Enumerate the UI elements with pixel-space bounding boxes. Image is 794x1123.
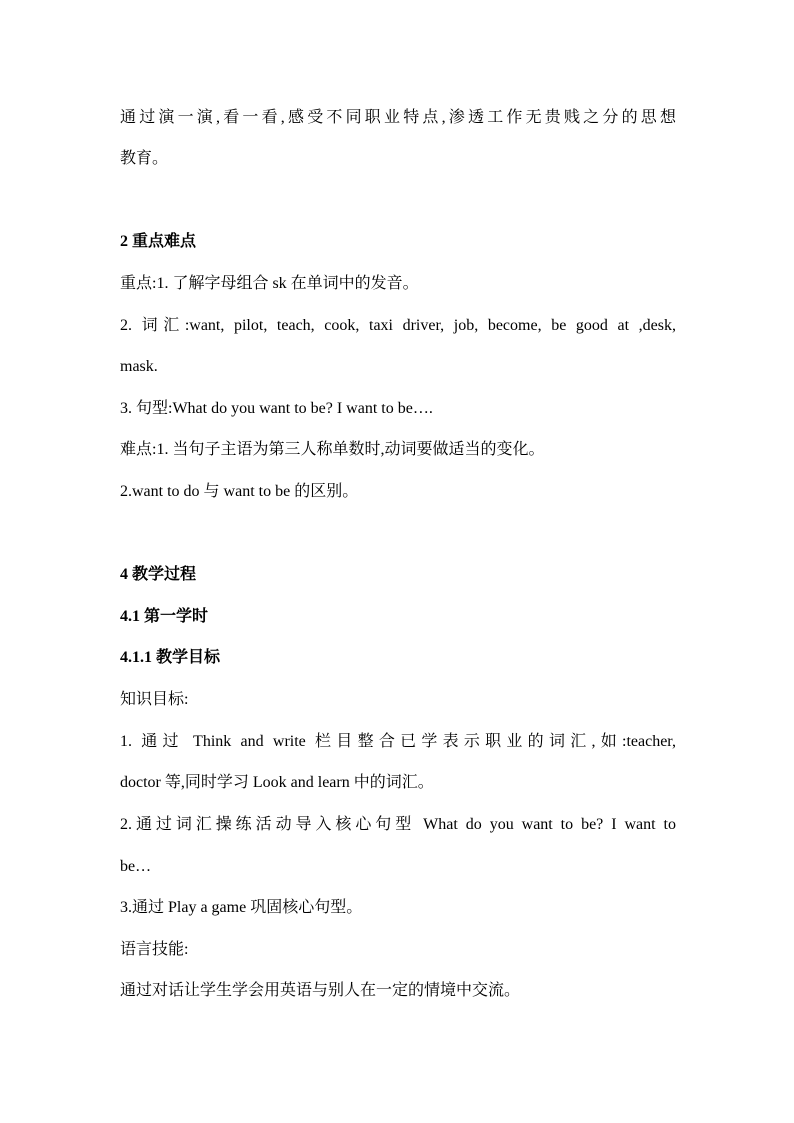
paragraph-line: 重点:1. 了解字母组合 sk 在单词中的发音。 <box>120 275 419 292</box>
paragraph-line: mask. <box>120 358 158 375</box>
paragraph-line: 2.通过词汇操练活动导入核心句型 What do you want to be? I want to <box>120 816 676 833</box>
paragraph-line: 知识目标: <box>120 691 189 708</box>
paragraph-line: 通过演一演,看一看,感受不同职业特点,渗透工作无贵贱之分的思想 <box>120 109 676 126</box>
section-heading: 2 重点难点 <box>120 233 197 250</box>
paragraph-line: be… <box>120 858 152 875</box>
paragraph-line: 1. 通过 Think and write 栏目整合已学表示职业的词汇,如:teacher, <box>120 733 676 750</box>
paragraph-line: 3.通过 Play a game 巩固核心句型。 <box>120 899 363 916</box>
section-heading: 4 教学过程 <box>120 566 197 583</box>
paragraph-line: doctor 等,同时学习 Look and learn 中的词汇。 <box>120 774 434 791</box>
subsection-heading: 4.1 第一学时 <box>120 608 209 625</box>
paragraph-line: 通过对话让学生学会用英语与别人在一定的情境中交流。 <box>120 982 521 999</box>
paragraph-line: 教育。 <box>120 150 169 167</box>
paragraph-line: 2.want to do 与 want to be 的区别。 <box>120 483 359 500</box>
paragraph-line: 语言技能: <box>120 941 189 958</box>
paragraph-line: 难点:1. 当句子主语为第三人称单数时,动词要做适当的变化。 <box>120 441 545 458</box>
paragraph-line: 3. 句型:What do you want to be? I want to be…. <box>120 400 433 417</box>
paragraph-line: 2. 词汇:want, pilot, teach, cook, taxi driver, job, become, be good at ,desk, <box>120 317 676 334</box>
subsection-heading: 4.1.1 教学目标 <box>120 649 221 666</box>
